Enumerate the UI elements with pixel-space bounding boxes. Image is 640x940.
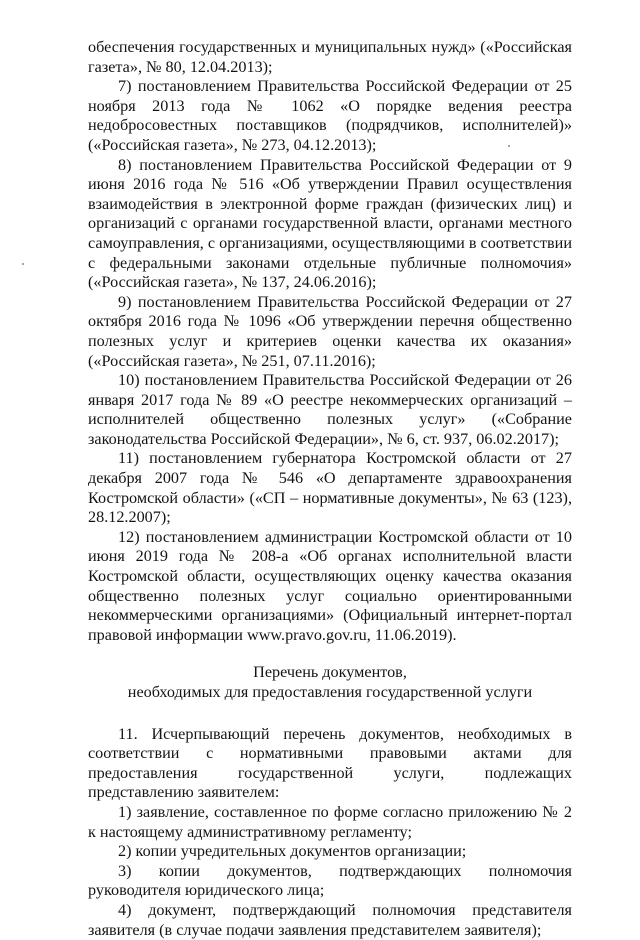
document-item-3: 3) копии документов, подтверждающих полномочия руководителя юридического лица; — [88, 861, 572, 900]
list-item-7: 7) постановлением Правительства Российской Федерации от 25 ноября 2013 года № 1062 «О порядке ведения реестра недобросовестных поставщиков (подрядчиков, исполнителей)» («Российская газета», № 273, 04.12.2013); — [88, 77, 572, 154]
clause-11: 11. Исчерпывающий перечень документов, необходимых в соответствии с нормативными правовыми актами для предоставления государственной услуги, подлежащих представлению заявителем: — [88, 724, 572, 802]
scan-speck — [22, 263, 24, 265]
scan-speck — [508, 145, 510, 147]
section-heading-line-2: необходимых для предоставления государственной услуги — [127, 683, 533, 701]
list-item-8: 8) постановлением Правительства Российской Федерации от 9 июня 2016 года № 516 «Об утверждении Правил осуществления взаимодействия в электронной форме граждан (физических лиц) и организаций с органами государственной власти, органами местного самоуправления, с организациями, осуществляющими в соответствии с федеральными законами отдельные публичные полномочия» («Российская газета», № 137, 24.06.2016); — [88, 155, 572, 292]
list-item-12: 12) постановлением администрации Костромской области от 10 июня 2019 года № 208-а «Об органах исполнительной власти Костромской области, осуществляющих оценку качества оказания общественно полезных услуг социально ориентированными некоммерческими организациями» (Официальный интернет-портал правовой информации www.pravo.gov.ru, 11.06.2019). — [88, 527, 572, 644]
document-page — [88, 38, 572, 940]
list-item-continuation: обеспечения государственных и муниципальных нужд» («Российская газета», № 80, 12.04.2013); — [88, 38, 572, 76]
document-item-4: 4) документ, подтверждающий полномочия представителя заявителя (в случае подачи заявления представителем заявителя); — [88, 900, 572, 939]
section-heading-line-1: Перечень документов, — [253, 663, 407, 682]
list-item-11: 11) постановлением губернатора Костромской области от 27 декабря 2007 года № 546 «О департаменте здравоохранения Костромской области» («СП – нормативные документы», № 63 (123), 28.12.2007); — [88, 449, 572, 527]
list-item-10: 10) постановлением Правительства Российской Федерации от 26 января 2017 года № 89 «О реестре некоммерческих организаций – исполнителей общественно полезных услуг» («Собрание законодательства Российской Федерации», № 6, ст. 937, 06.02.2017); — [88, 371, 572, 448]
section-heading — [88, 663, 572, 702]
list-item-9: 9) постановлением Правительства Российской Федерации от 27 октября 2016 года № 1096 «Об утверждении перечня общественно полезных услуг и критериев оценки качества их оказания» («Российская газета», № 251, 07.11.2016); — [88, 292, 572, 370]
document-item-2: 2) копии учредительных документов организации; — [118, 842, 467, 861]
document-item-1: 1) заявление, составленное по форме согласно приложению № 2 к настоящему административному регламенту; — [88, 802, 572, 841]
